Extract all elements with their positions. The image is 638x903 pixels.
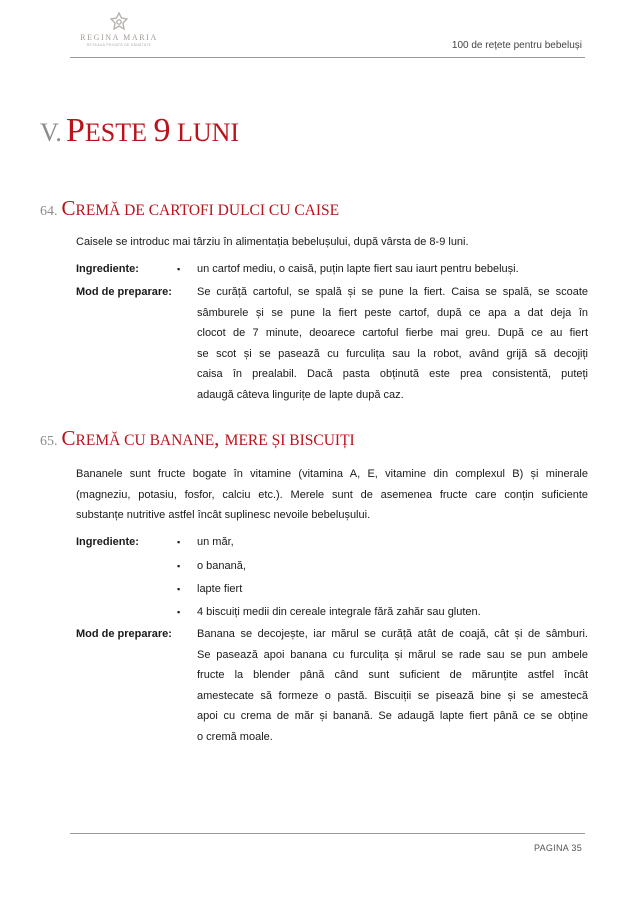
intro-line: substanțe nutritive astfel încât suplinesc nevoile bebelușului.: [76, 509, 371, 521]
prep-line: sâmburele și se pune la fiert peste cartof, după ce apa a dat deja în: [197, 306, 588, 319]
recipe-64-title: [40, 196, 339, 221]
ingredient-item: o banană,: [197, 560, 246, 572]
preparation-text: [197, 282, 588, 405]
bullet-icon: ▪: [177, 537, 181, 547]
recipe-64-intro: Caisele se introduc mai târziu în alimentația bebelușului, după vârsta de 8-9 luni.: [76, 236, 469, 248]
title-part: REMĂ DE CARTOFI DULCI CU CAISE: [75, 202, 340, 219]
ingredient-item: 4 biscuiți medii din cereale integrale fără zahăr sau gluten.: [197, 606, 481, 618]
prep-line: Se pasează apoi banana cu furculița și mărul se rade sau se pun ambele: [197, 648, 588, 661]
regina-maria-logo: [79, 12, 159, 47]
ingredient-item: un cartof mediu, o caisă, puțin lapte fiert sau iaurt pentru bebeluși.: [197, 263, 519, 275]
title-part: C: [61, 426, 76, 450]
prep-line: apoi cu crema de măr și banană. Se adaugă lapte fiert până ce se obține: [197, 710, 588, 722]
ingredients-label: Ingrediente:: [76, 536, 139, 548]
star-emblem-icon: [109, 12, 129, 32]
header-title: 100 de rețete pentru bebeluși: [451, 40, 582, 51]
recipe-65-title: [40, 426, 355, 451]
chapter-title-number: 9: [153, 112, 171, 149]
chapter-title-part: LUNI: [170, 118, 240, 147]
preparation-text: [197, 624, 588, 747]
prep-line: adaugă câteva lingurițe de lapte după caz.: [197, 388, 404, 401]
prep-line: Banana se decojește, iar mărul se curăță atât de coajă, cât și de sâmburi.: [197, 628, 588, 640]
ingredient-item: lapte fiert: [197, 583, 243, 595]
prep-line: Se curăță cartoful, se spală și se pune la fiert. Caisa se spală, se scoate: [197, 286, 588, 298]
intro-line: Bananele sunt fructe bogate în vitamine (vitamina A, E, vitamine din complexul B) și minerale: [76, 468, 588, 480]
footer-divider: [70, 833, 585, 834]
bullet-icon: ▪: [177, 584, 181, 594]
preparation-label: Mod de preparare:: [76, 286, 172, 298]
prep-line: o cremă moale.: [197, 730, 273, 743]
prep-line: amestecate să formeze o pastă. Biscuiții se pisează bine și se amestecă: [197, 689, 588, 702]
ingredient-item: un măr,: [197, 536, 234, 548]
intro-line: (magneziu, potasiu, fosfor, calciu etc.). Merele sunt de asemenea fructe care conțin suficiente: [76, 488, 588, 501]
recipe-number: 65.: [40, 434, 58, 449]
prep-line: se scot și se pasează cu furculița sau la robot, având grijă să decojiți: [197, 347, 588, 360]
chapter-title-initial: P: [65, 112, 85, 149]
bullet-icon: ▪: [177, 607, 181, 617]
prep-line: clocot de 7 minute, deoarece cartoful fierbe mai greu. După ce au fiert: [197, 327, 588, 339]
page-number: PAGINA 35: [533, 843, 582, 853]
bullet-icon: ▪: [177, 561, 181, 571]
bullet-icon: ▪: [177, 264, 181, 274]
title-part: MERE ȘI BISCUIȚI: [224, 432, 355, 449]
chapter-number: V.: [40, 118, 62, 147]
prep-line: caisa în prealabil. Dacă pasta obținută este prea consistentă, puteți: [197, 368, 588, 380]
title-part: ,: [214, 426, 225, 450]
header-divider: [70, 57, 585, 58]
preparation-label: Mod de preparare:: [76, 628, 172, 640]
chapter-title-part: ESTE: [84, 118, 154, 147]
title-part: REMĂ CU BANANE: [75, 432, 215, 449]
recipe-number: 64.: [40, 204, 58, 219]
ingredients-label: Ingrediente:: [76, 263, 139, 275]
recipe-65-intro: [76, 464, 588, 526]
logo-name: REGINA MARIA: [80, 33, 158, 42]
chapter-heading: [40, 112, 239, 150]
title-part: C: [61, 196, 76, 220]
logo-subtitle: REȚEAUA PRIVATĂ DE SĂNĂTATE: [86, 43, 152, 47]
prep-line: fructe la blender până când sunt suficient de mărunțite astfel încât: [197, 669, 588, 681]
